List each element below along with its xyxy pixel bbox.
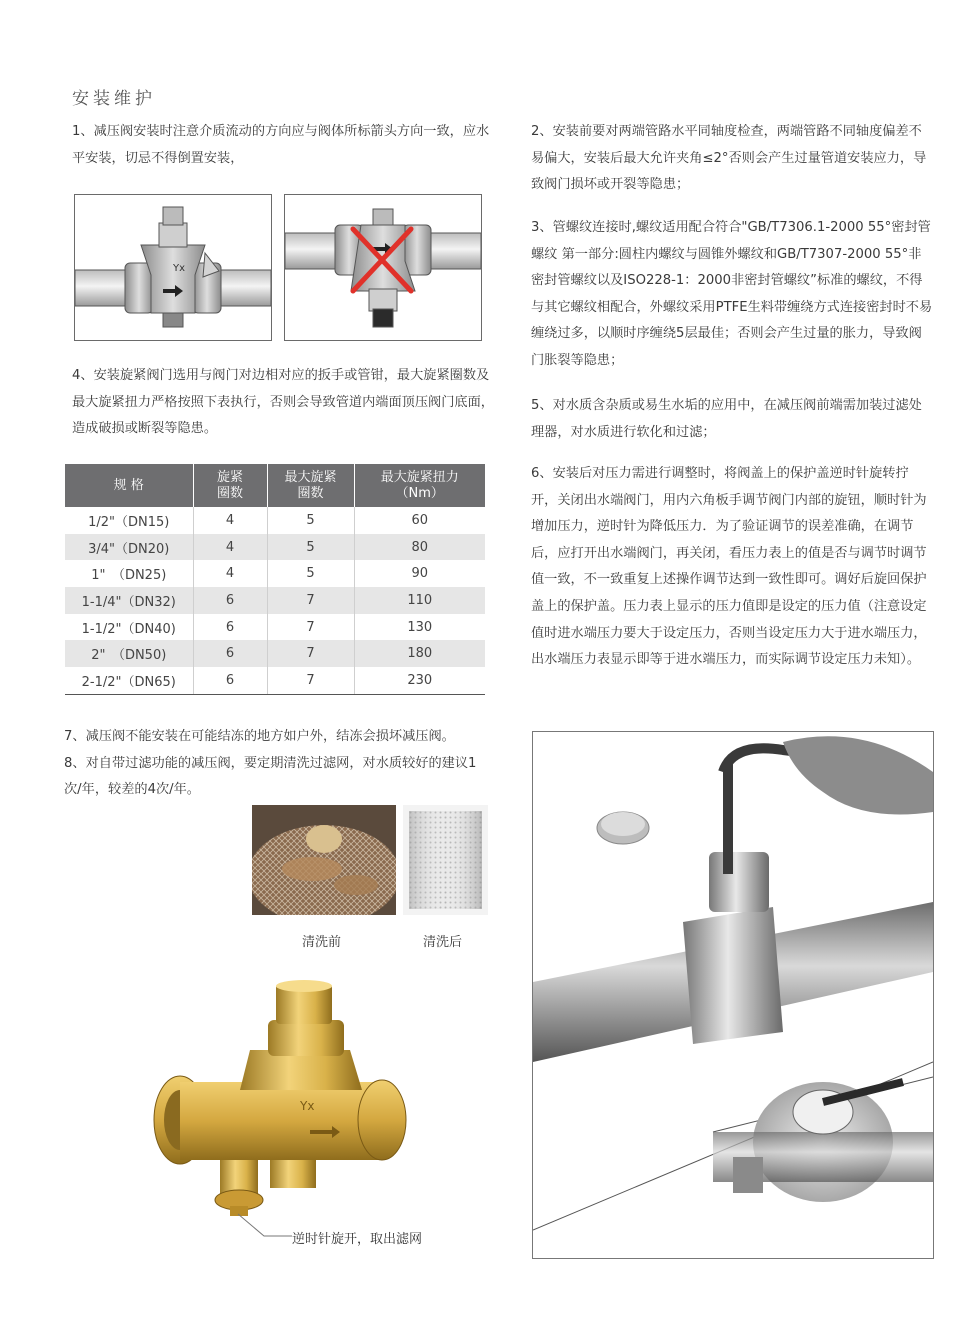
table-cell: 5 <box>267 560 354 587</box>
table-row <box>65 640 485 667</box>
torque-spec-table <box>65 464 485 695</box>
header-spec: 规 格 <box>65 464 193 507</box>
table-cell: 7 <box>267 614 354 641</box>
table-cell: 6 <box>193 667 267 694</box>
instruction-6: 6、安装后对压力需进行调整时，将阀盖上的保护盖逆时针旋转拧开，关闭出水端阀门，用内六角板手调节阀门内部的旋钮，顺时针为增加压力，逆时针为降低压力．为了验证调节的误差准确，在调节后，应打开出水端阀门，再关闭，看压力表上的值是否与调节时调节值一致，不一致重复上述操作调节达到一致性即可。调好后旋回保护盖上的保护盖。压力表上显示的压力值即是设定的压力值（注意设定值时进水端压力要大于设定压力，否则当设定压力大于进水端压力，出水端压力表显示即等于进水端压力，而实际调节设定压力未知）。 <box>531 466 927 668</box>
table-cell: 6 <box>193 587 267 614</box>
table-cell: 110 <box>354 587 485 614</box>
table-cell: 7 <box>267 667 354 694</box>
table-cell: 1/2"（DN15) <box>65 507 193 534</box>
table-row <box>65 534 485 561</box>
table-cell: 1" （DN25) <box>65 560 193 587</box>
table-cell: 4 <box>193 560 267 587</box>
table-cell: 80 <box>354 534 485 561</box>
header-max-torque: 最大旋紧扭力 （Nm） <box>354 464 485 507</box>
logo-mark: Yx <box>173 263 186 274</box>
table-cell: 60 <box>411 512 429 528</box>
table-row <box>65 560 485 587</box>
table-cell: 1-1/4"（DN32) <box>65 587 193 614</box>
incorrect-install-diagram <box>284 194 482 341</box>
callout-line <box>234 1210 294 1242</box>
table-cell: 3/4"（DN20) <box>65 534 193 561</box>
pressure-adjustment-photo <box>532 731 934 1259</box>
brass-valve-photo <box>150 980 420 1230</box>
table-cell: 130 <box>407 619 433 635</box>
table-cell: 90 <box>411 566 429 582</box>
instruction-2: 2、安装前要对两端管路水平同轴度检查，两端管路不同轴度偏差不易偏大，安装后最大允许夹角≤2°否则会产生过量管道安装应力，导致阀门损坏或开裂等隐患； <box>531 124 927 193</box>
instruction-4: 4、安装旋紧阀门选用与阀门对边相对应的扳手或管钳，最大旋紧圈数及最大旋紧扭力严格按照下表执行，否则会导致管道内端面顶压阀门底面，造成破损或断裂等隐患。 <box>72 368 494 437</box>
caption-after: 清洗后 <box>423 935 463 950</box>
table-row <box>65 587 485 614</box>
table-header-row <box>65 464 485 507</box>
instruction-8: 8、对自带过滤功能的减压阀，要定期清洗过滤网，对水质较好的建议1次/年，较差的4次/年。 <box>64 755 477 798</box>
table-cell: 2" （DN50) <box>65 640 193 667</box>
instruction-7-8 <box>64 724 489 804</box>
table-cell: 6 <box>193 614 267 641</box>
table-cell: 6 <box>193 640 267 667</box>
filter-after-photo <box>403 805 488 915</box>
header-max-turns: 最大旋紧 圈数 <box>267 464 354 507</box>
table-cell: 1-1/2"（DN40) <box>65 614 193 641</box>
instruction-1: 1、减压阀安装时注意介质流动的方向应与阀体所标箭头方向一致，应水平安装，切忌不得倒置安装， <box>72 124 490 166</box>
instruction-5: 5、对水质含杂质或易生水垢的应用中，在减压阀前端需加装过滤处理器，对水质进行软化和过滤； <box>531 398 922 440</box>
logo-mark-valve: Yx <box>300 1099 315 1113</box>
table-row <box>65 667 485 694</box>
table-row <box>65 507 485 534</box>
table-cell: 7 <box>267 640 354 667</box>
correct-install-diagram <box>74 194 272 341</box>
instruction-7: 7、减压阀不能安装在可能结冻的地方如户外，结冻会损坏减压阀。 <box>64 729 455 744</box>
table-row <box>65 614 485 641</box>
header-turns: 旋紧 圈数 <box>193 464 267 507</box>
table-cell: 5 <box>267 534 354 561</box>
filter-before-photo <box>252 805 396 915</box>
table-cell: 2-1/2"（DN65) <box>65 667 193 694</box>
table-cell: 230 <box>354 667 485 694</box>
caption-filter-out: 逆时针旋开，取出滤网 <box>292 1232 423 1247</box>
table-cell: 180 <box>354 640 485 667</box>
instruction-3: 3、管螺纹连接时,螺纹适用配合符合"GB/T7306.1-2000 55°密封管螺纹 第一部分:圆柱内螺纹与圆锥外螺纹和GB/T7307-2000 55°非密封管螺纹以及ISO228-1：2000非密封管螺纹”标准的螺纹，不得与其它螺纹相配合，外螺纹采用PTFE生料带缠绕方式连接密封时不易缠绕过多，以顺时序缠绕5层最佳；否则会产生过量的胀力，导致阀门胀裂等隐患； <box>531 220 933 368</box>
table-cell: 4 <box>193 534 267 561</box>
section-title: 安装维护 <box>72 89 156 109</box>
table-cell: 7 <box>267 587 354 614</box>
table-cell: 5 <box>267 507 354 534</box>
caption-before: 清洗前 <box>302 935 342 950</box>
table-cell: 4 <box>193 507 267 534</box>
